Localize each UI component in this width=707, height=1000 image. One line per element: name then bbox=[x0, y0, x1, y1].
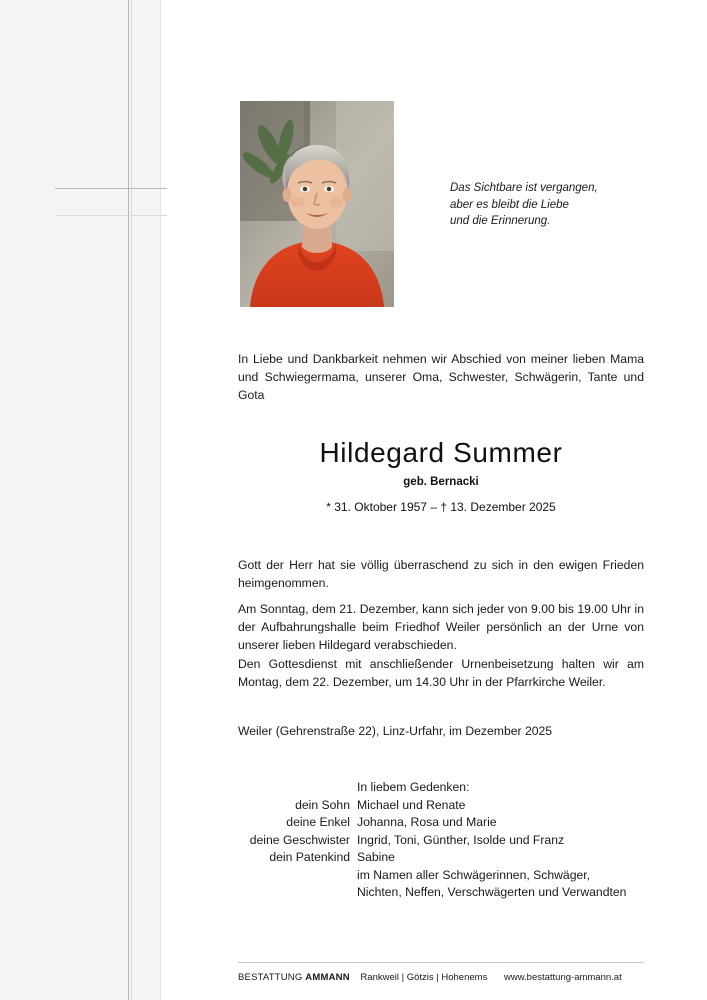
mourners-heading: In liebem Gedenken: bbox=[357, 780, 470, 794]
deceased-dates: * 31. Oktober 1957 – † 13. Dezember 2025 bbox=[326, 500, 556, 514]
table-row bbox=[238, 779, 644, 797]
verse-line-2: aber es bleibt die Liebe bbox=[450, 198, 569, 211]
table-row bbox=[238, 797, 644, 815]
portrait-photo bbox=[240, 101, 394, 307]
paragraph-place-date: Weiler (Gehrenstraße 22), Linz-Urfahr, im Dezember 2025 bbox=[238, 724, 553, 738]
portrait-image bbox=[240, 101, 394, 307]
deceased-maiden-name: geb. Bernacki bbox=[403, 476, 479, 488]
mourner-names: Ingrid, Toni, Günther, Isolde und Franz bbox=[357, 832, 565, 847]
paragraph-viewing: Am Sonntag, dem 21. Dezember, kann sich jeder von 9.00 bis 19.00 Uhr in der Aufbahrungshalle beim Friedhof Weiler persönlich an der Urne von unserer lieben Hildegard verabschieden. bbox=[238, 602, 644, 652]
cross-vertical-line-secondary bbox=[131, 0, 132, 1000]
mourners-spacer bbox=[238, 867, 357, 885]
mourner-relation: dein Patenkind bbox=[269, 850, 350, 864]
table-row bbox=[238, 867, 644, 885]
deceased-name: Hildegard Summer bbox=[319, 437, 563, 468]
brand-light-text: BESTATTUNG bbox=[238, 972, 306, 983]
mourners-closing-line-2: Nichten, Neffen, Verschwägerten und Verwandten bbox=[357, 885, 627, 899]
footer-divider bbox=[238, 962, 644, 963]
cross-vertical-line bbox=[128, 0, 129, 1000]
verse-line-3: und die Erinnerung. bbox=[450, 215, 551, 227]
mourners-block bbox=[238, 779, 644, 902]
left-background-band bbox=[0, 0, 160, 1000]
paragraph-passing: Gott der Herr hat sie völlig überraschend zu sich in den ewigen Frieden heimgenommen. bbox=[238, 558, 644, 590]
table-row bbox=[238, 832, 644, 850]
brand-bold-text: AMMANN bbox=[305, 972, 350, 983]
footer-website[interactable]: www.bestattung-ammann.at bbox=[503, 972, 622, 983]
mourners-spacer bbox=[238, 779, 357, 797]
cross-horizontal-line bbox=[55, 188, 167, 189]
table-row bbox=[238, 884, 644, 902]
table-row bbox=[238, 849, 644, 867]
mourners-spacer bbox=[238, 884, 357, 902]
mourners-closing-line-1: im Namen aller Schwägerinnen, Schwäger, bbox=[357, 867, 591, 882]
footer-towns: Rankweil | Götzis | Hohenems bbox=[360, 972, 488, 983]
mourner-names: Johanna, Rosa und Marie bbox=[357, 815, 497, 829]
band-edge-divider bbox=[160, 0, 161, 1000]
paragraph-service: Den Gottesdienst mit anschließender Urnenbeisetzung halten wir am Montag, dem 22. Dezember, um 14.30 Uhr in der Pfarrkirche Weiler. bbox=[238, 657, 644, 689]
mourner-names: Sabine bbox=[357, 850, 395, 864]
funeral-home-brand bbox=[238, 972, 350, 983]
cross-horizontal-line-secondary bbox=[55, 215, 167, 216]
intro-paragraph: In Liebe und Dankbarkeit nehmen wir Abschied von meiner lieben Mama und Schwiegermama, unserer Oma, Schwester, Schwägerin, Tante und Gota bbox=[238, 352, 644, 402]
mourner-relation: deine Enkel bbox=[286, 815, 350, 829]
verse-line-1: Das Sichtbare ist vergangen, bbox=[450, 182, 598, 194]
mourners-table bbox=[238, 779, 644, 902]
footer bbox=[238, 972, 658, 983]
table-row bbox=[238, 814, 644, 832]
memorial-verse bbox=[450, 180, 680, 230]
mourner-names: Michael und Renate bbox=[357, 797, 466, 812]
mourner-relation: deine Geschwister bbox=[249, 832, 350, 847]
mourner-relation: dein Sohn bbox=[295, 797, 350, 812]
